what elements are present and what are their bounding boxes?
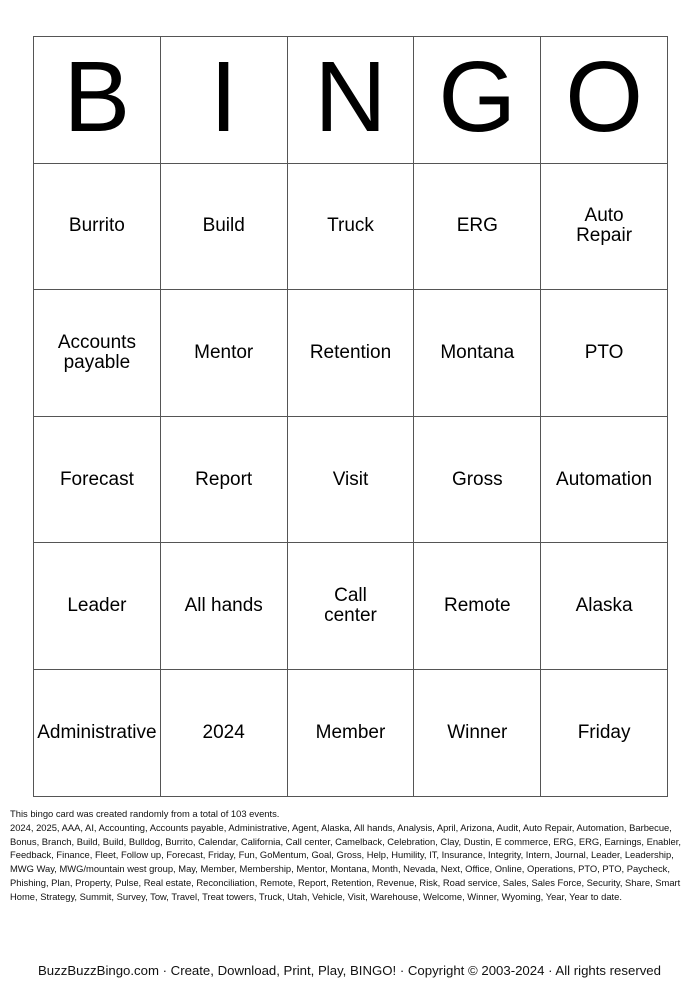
cell-label: Remote [444,595,511,617]
cell-label: Winner [447,721,508,743]
event-list-text: 2024, 2025, AAA, AI, Accounting, Accounts payable, Administrative, Agent, Alaska, All hands, Analysis, April, Arizona, Audit, Auto Repair, Automation, Barbecue, Bonus, Branch, Build, Build, Bulldog, Burrito, Calendar, California, Call center, Camelback, Celebration, Clay, Dustin, E commerce, ERG, ERG, Earnings, Enabler, Feedback, Finance, Fleet, Follow up, Forecast, Friday, Fun, GoMentum, Goal, Gross, Help, Humility, IT, Insurance, Integrity, Intern, Journal, Leader, Leadership, MWG Way, MWG/mountain west group, May, Member, Membership, Mentor, Montana, Month, Nevada, Next, Office, Online, Operations, PTO, PTO, Paycheck, Phishing, Plan, Property, Pulse, Real estate, Reconciliation, Remote, Report, Retention, Revenue, Risk, Road service, Sales, Sales Force, Security, Share, Smart Home, Strategy, Summit, Survey, Tow, Travel, Treat towers, Truck, Utah, Vehicle, Visit, Warehouse, Welcome, Winner, Wyoming, Year, Year to date. [10,821,681,902]
cell-label: Auto Repair [576,205,633,247]
header-letter: B [63,40,131,153]
cell-label: ERG [456,215,498,237]
bingo-cell [34,163,161,290]
bingo-row [34,163,668,290]
bingo-cell [414,543,541,670]
header-letter-g [414,37,541,164]
bingo-cell [287,290,414,417]
header-letter: G [438,40,517,153]
bingo-cell [414,669,541,796]
header-letter: I [209,40,238,153]
cell-label: All hands [184,595,263,617]
bingo-cell [160,290,287,417]
site-footer: BuzzBuzzBingo.com · Create, Download, Print, Play, BINGO! · Copyright © 2003-2024 · All rights reserved [38,963,661,978]
cell-label: Automation [556,468,653,490]
cell-label: Report [195,468,253,490]
header-letter: N [314,40,387,153]
bingo-card [33,36,668,797]
cell-label: Member [315,721,386,743]
bingo-cell [34,669,161,796]
cell-label: Gross [451,468,503,490]
header-letter-i [160,37,287,164]
cell-label: Accounts payable [57,331,136,373]
header-letter-n [287,37,414,164]
bingo-cell [541,669,668,796]
cell-label: Visit [332,468,369,490]
bingo-cell [541,416,668,543]
cell-label: Montana [440,341,515,363]
bingo-cell [160,416,287,543]
cell-label: Burrito [68,215,125,237]
bingo-row [34,416,668,543]
bingo-cell [541,163,668,290]
card-info [10,807,690,904]
cell-label: Build [202,215,245,237]
bingo-cell [34,543,161,670]
cell-label: Alaska [575,595,633,617]
bingo-row [34,669,668,796]
bingo-cell [414,416,541,543]
bingo-cell [34,416,161,543]
card-created-text: This bingo card was created randomly from a total of 103 events. [10,808,280,819]
bingo-cell [287,543,414,670]
bingo-cell [414,163,541,290]
bingo-cell [541,543,668,670]
bingo-cell [287,416,414,543]
cell-label: Retention [309,341,392,363]
cell-label: Administrative [37,721,157,743]
header-letter-b [34,37,161,164]
cell-label: Forecast [59,468,134,490]
bingo-row [34,543,668,670]
cell-label: Leader [67,595,127,617]
cell-label: Truck [327,215,374,237]
bingo-cell [34,290,161,417]
cell-label: PTO [584,341,624,363]
bingo-row [34,290,668,417]
header-letter-o [541,37,668,164]
cell-label: 2024 [202,721,245,743]
cell-label: Mentor [194,341,254,363]
bingo-cell [414,290,541,417]
bingo-cell [287,163,414,290]
cell-label: Friday [577,721,631,743]
bingo-cell [160,669,287,796]
bingo-header-row [34,37,668,164]
bingo-cell [160,543,287,670]
cell-label: Call center [324,585,377,627]
bingo-cell [287,669,414,796]
bingo-cell [541,290,668,417]
header-letter: O [565,40,643,153]
bingo-cell [160,163,287,290]
